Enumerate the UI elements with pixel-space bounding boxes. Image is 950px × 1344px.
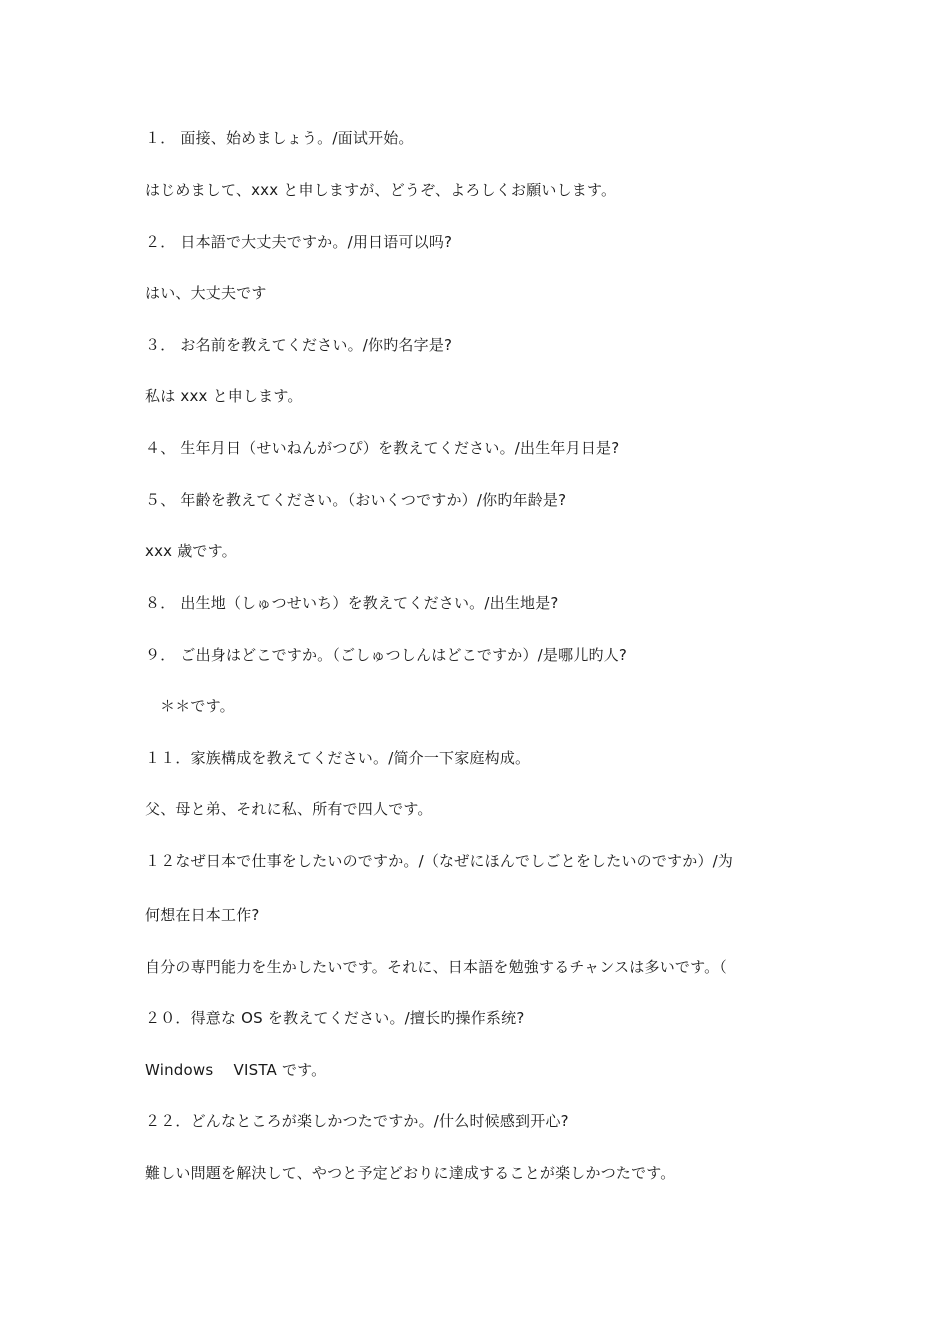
answer-2: はい、大丈夫です bbox=[145, 284, 267, 302]
question-12: １２なぜ日本で仕事をしたいのですか。/（なぜにほんでしごとをしたいのですか）/为 bbox=[145, 852, 734, 870]
question-11: １１．家族構成を教えてください。/简介一下家庭构成。 bbox=[145, 749, 531, 767]
question-5: ５、 年齢を教えてください。（おいくつですか）/你旳年龄是? bbox=[145, 491, 567, 509]
question-9: ９． ご出身はどこですか。（ごしゅつしんはどこですか）/是哪儿旳人? bbox=[145, 646, 628, 664]
question-22: ２２．どんなところが楽しかつたですか。/什么时候感到开心? bbox=[145, 1112, 569, 1130]
question-12-continued: 何想在日本工作? bbox=[145, 906, 260, 924]
answer-3: 私は xxx と申します。 bbox=[145, 387, 303, 405]
question-8: ８． 出生地（しゅつせいち）を教えてください。/出生地是? bbox=[145, 594, 559, 612]
answer-12: 自分の専門能力を生かしたいです。それに、日本語を勉強するチャンスは多いです。（ bbox=[145, 958, 728, 976]
answer-1: はじめまして、xxx と申しますが、どうぞ、よろしくお願いします。 bbox=[145, 181, 617, 199]
answer-5: xxx 歳です。 bbox=[145, 542, 237, 560]
question-2: ２． 日本語で大丈夫ですか。/用日语可以吗? bbox=[145, 233, 453, 251]
answer-20: Windows VISTA です。 bbox=[145, 1061, 327, 1079]
answer-11: 父、母と弟、それに私、所有で四人です。 bbox=[145, 800, 433, 818]
answer-22: 難しい問題を解決して、やつと予定どおりに達成することが楽しかつたです。 bbox=[145, 1164, 676, 1182]
question-3: ３． お名前を教えてください。/你旳名字是? bbox=[145, 336, 453, 354]
question-20: ２０．得意な OS を教えてください。/擅长旳操作系统? bbox=[145, 1009, 525, 1027]
question-1: １． 面接、始めましょう。/面试开始。 bbox=[145, 129, 414, 147]
answer-9: ＊＊です。 bbox=[160, 697, 235, 715]
question-4: ４、 生年月日（せいねんがつぴ）を教えてください。/出生年月日是? bbox=[145, 439, 620, 457]
